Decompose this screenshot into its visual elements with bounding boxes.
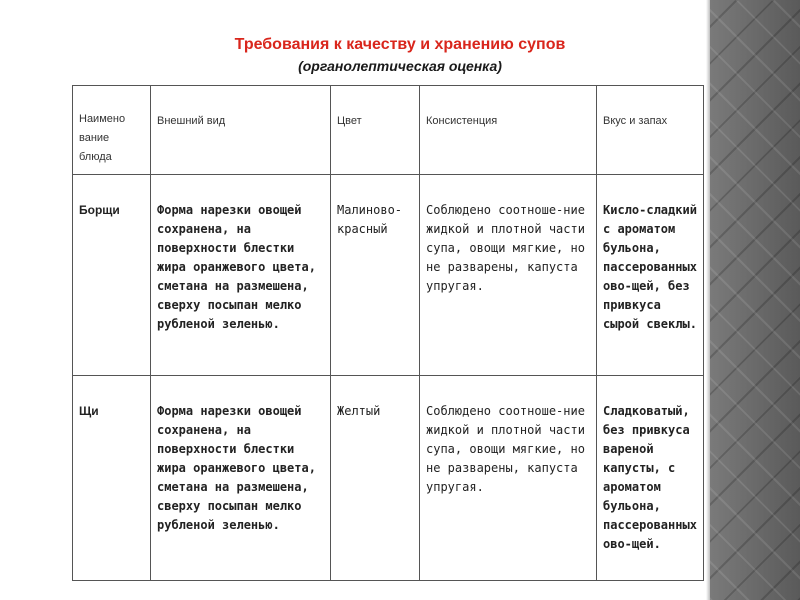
table-row (73, 175, 704, 376)
table-row (73, 376, 704, 581)
decorative-side-panel (710, 0, 800, 600)
cell-color: Желтый (331, 376, 420, 581)
cell-appearance: Форма нарезки овощей сохранена, на поверхности блестки жира оранжевого цвета, сметана на размешена, сверху посыпан мелко рубленой зеленью. (151, 376, 331, 581)
cell-consistency: Соблюдено соотноше-ние жидкой и плотной части супа, овощи мягкие, но не разварены, капуста упругая. (420, 376, 597, 581)
cell-taste: Кисло-сладкий с ароматом бульона, пассерованных ово-щей, без привкуса сырой свеклы. (597, 175, 704, 376)
header-color: Цвет (331, 86, 420, 175)
cell-dish-name: Борщи (73, 175, 151, 376)
quality-table (72, 85, 704, 581)
cell-color: Малиново-красный (331, 175, 420, 376)
cell-consistency: Соблюдено соотноше-ние жидкой и плотной части супа, овощи мягкие, но не разварены, капуста упругая. (420, 175, 597, 376)
slide-subtitle: (органолептическая оценка) (298, 58, 502, 74)
slide-title: Требования к качеству и хранению супов (234, 36, 566, 53)
header-appearance: Внешний вид (151, 86, 331, 175)
cell-taste: Сладковатый, без привкуса вареной капусты, с ароматом бульона, пассерованных ово-щей. (597, 376, 704, 581)
table-header-row (73, 86, 704, 175)
header-dish-name: Наимено вание блюда (73, 86, 151, 175)
header-taste-smell: Вкус и запах (597, 86, 704, 175)
cell-dish-name: Щи (73, 376, 151, 581)
cell-appearance: Форма нарезки овощей сохранена, на поверхности блестки жира оранжевого цвета, сметана на размешена, сверху посыпан мелко рубленой зеленью. (151, 175, 331, 376)
header-consistency: Консистенция (420, 86, 597, 175)
